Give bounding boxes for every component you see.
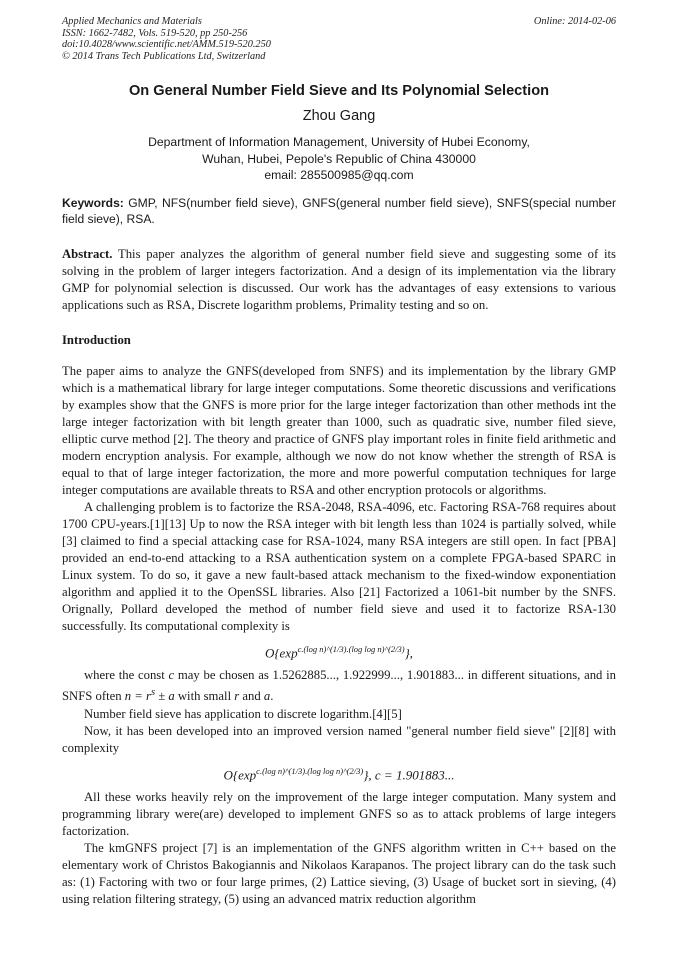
paragraph-3 (62, 667, 616, 705)
p3-text-b: may be chosen as 1.5262885..., 1.922999..., 1.901883... in different situations, and in SNFS often (62, 668, 616, 704)
paragraph-5: Now, it has been developed into an improved version named "general number field sieve" [2][8] with complexity (62, 723, 616, 755)
keywords-text: GMP, NFS(number field sieve), GNFS(general number field sieve), SNFS(special number field sieve), RSA. (62, 196, 616, 227)
issn-line: ISSN: 1662-7482, Vols. 519-520, pp 250-256 (62, 27, 248, 39)
journal-header (62, 16, 616, 62)
copyright-line: © 2014 Trans Tech Publications Ltd, Switzerland (62, 50, 266, 62)
online-date: Online: 2014-02-06 (533, 16, 616, 27)
affiliation-line-1: Department of Information Management, University of Hubei Economy, (148, 135, 530, 149)
equation-2-exponent: c.(log n)^(1/3).(log log n)^(2/3) (256, 765, 364, 776)
paragraph-1: The paper aims to analyze the GNFS(developed from SNFS) and its implementation by the library GMP which is a mathematical library for large integer computations. Some theoretic discussions and verifications by examples show that the GNFS is more prior for the large integer factorization than other methods int the large integer factorization with bit length greater than 1000, such as quadratic sive, number filed sieve, elliptic curve method [2]. The theory and practice of GNFS play important roles in finite field arithmetic and modern encryption analysis. For example, although we now do not know whether the strength of RSA is equal to that of large integer factorization, the more and more powerful computation techniques for large integer computations are available threats to RSA and other encryption protocols or algorithms. (62, 364, 616, 497)
abstract-label: Abstract. (62, 247, 113, 261)
equation-2 (62, 763, 616, 783)
equation-2-tail: }, c = 1.901883... (363, 766, 455, 782)
paragraph-7: The kmGNFS project [7] is an implementation of the GNFS algorithm written in C++ based on the elementary work of Christos Bakogiannis and Nikolaos Karapanos. The project library can do the task such as: (1) Factoring with two or four large primes, (2) Lattice sieving, (3) Usage of bucket sort in sieving, (4) using relation filtering strategy, (5) using an advanced matrix reduction algorithm (62, 840, 616, 906)
equation-1-exponent: c.(log n)^(1/3).(log log n)^(2/3) (297, 644, 405, 654)
paragraph-6: All these works heavily rely on the improvement of the large integer computation. Many system and programming library were(are) developed to implement GNFS so as to attack problems of large integers factorization. (62, 789, 616, 838)
equation-1-tail: }, (404, 645, 414, 661)
paper-title: On General Number Field Sieve and Its Polynomial Selection (128, 83, 550, 99)
equation-1-base: O{exp (264, 645, 298, 661)
p3-text-a: where the const (84, 668, 165, 683)
affiliation-line-2: Wuhan, Hubei, Pepole's Republic of China 430000 (202, 151, 476, 166)
author-name: Zhou Gang (302, 108, 376, 124)
p3-var-a: a (263, 689, 271, 704)
paragraph-4: Number field sieve has application to discrete logarithm.[4][5] (84, 706, 402, 721)
journal-name: Applied Mechanics and Materials (62, 16, 202, 27)
p3-eq-s: s (150, 687, 156, 699)
introduction-body (62, 363, 616, 908)
keywords (62, 195, 616, 227)
paragraph-2: A challenging problem is to factorize the RSA-2048, RSA-4096, etc. Factoring RSA-768 requires about 1700 CPU-years.[1][13] Up to now the RSA integer with bit length less than 1024 is partially solved, while [3] claimed to find a special attacking case for RSA-1024, many RSA integers are still open. In fact [PBA] provided an end-to-end attacking to a RSA authentication system on a complete FPGA-based SPARC in Linux system. To do so, it gave a new fault-based attack mechanism to the fixed-window exponentiation algorithm and applied it to the OpenSSL libraries. Also [21] Factorized a 1061-bit number by the SNFS. Orignally, Pollard developed the method of number field sieve and used it to factorize RSA-130 successfully. Its computational complexity is (62, 500, 616, 633)
p3-var-r: r (234, 689, 240, 704)
abstract (62, 246, 616, 314)
equation-1 (62, 641, 616, 661)
p3-text-and: and (242, 689, 261, 704)
section-heading-introduction: Introduction (62, 333, 131, 347)
abstract-text: This paper analyzes the algorithm of general number field sieve and suggesting some of its solving in the problem of larger integers factorization. And a design of its implementation via the library GMP for polynomial selection is discussed. Our work has the advantages of easy extensions to various applications such as RSA, Discrete logarithm problems, Primality testing and so on. (62, 247, 616, 312)
p3-end: . (270, 689, 274, 704)
p3-var-c: c (168, 668, 175, 683)
p3-eq-n: n = r (124, 689, 151, 704)
p3-eq-pm: ± a (158, 689, 175, 704)
affiliation (62, 134, 616, 167)
doi-line: doi:10.4028/www.scientific.net/AMM.519-520.250 (62, 39, 271, 51)
p3-text-small: with small (177, 689, 232, 704)
equation-2-base: O{exp (223, 766, 257, 782)
keywords-label: Keywords: (62, 196, 124, 210)
author-email: email: 285500985@qq.com (264, 168, 414, 182)
